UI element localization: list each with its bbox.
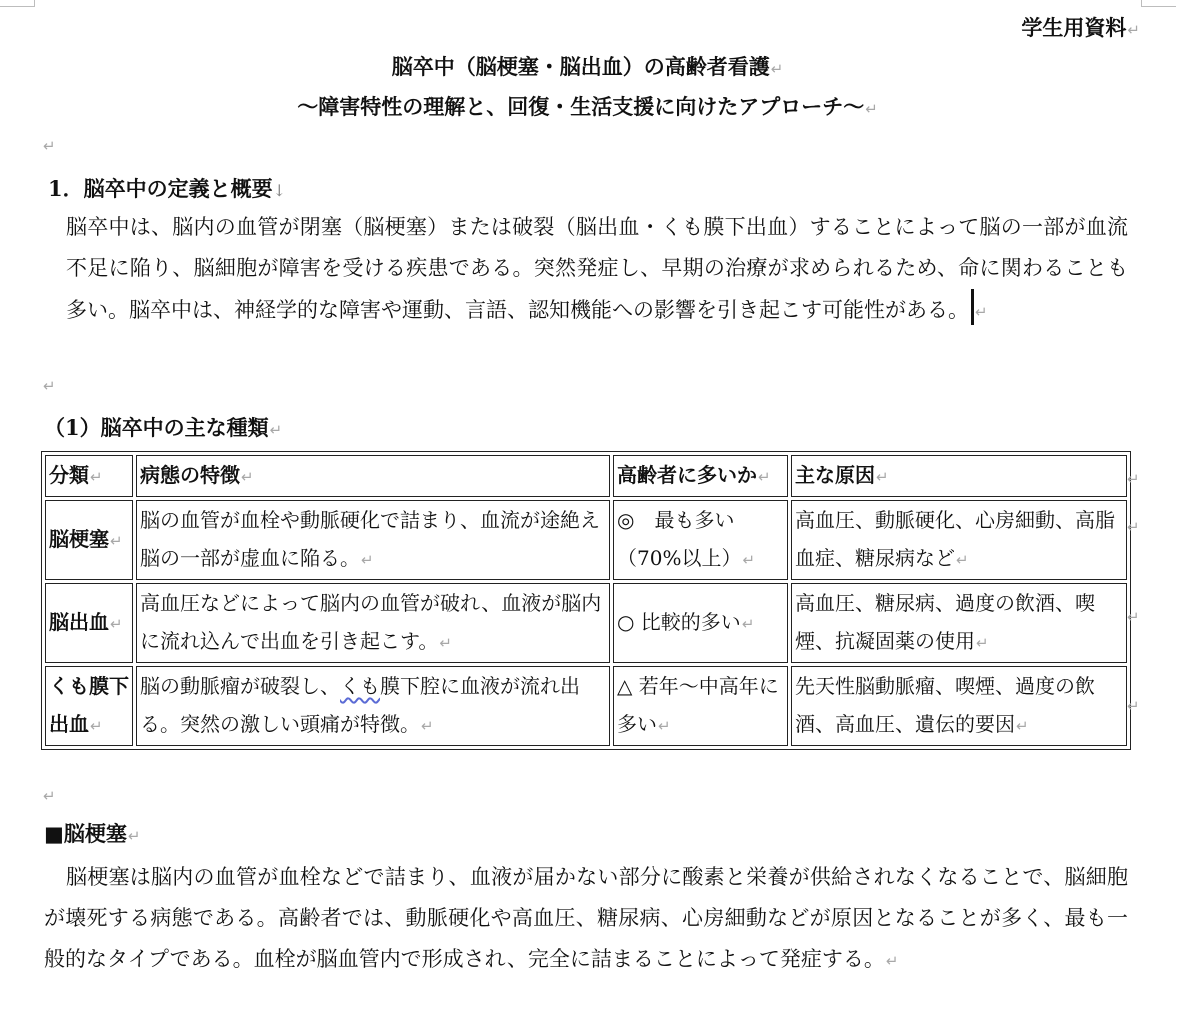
- text-cursor: [971, 289, 974, 325]
- paragraph-mark-icon: ↵: [1127, 21, 1140, 39]
- cell-end-mark-icon: ↵: [758, 468, 771, 486]
- cause-text: 先天性脳動脈瘤、喫煙、過度の飲酒、高血圧、遺伝的要因: [795, 674, 1095, 736]
- elderly-text: ◎ 最も多い（70%以上）: [617, 508, 742, 570]
- empty-paragraph: [42, 136, 56, 155]
- paragraph-mark-icon: ↵: [269, 421, 283, 439]
- cell-end-mark-icon: ↵: [361, 551, 374, 569]
- elderly-text: △ 若年〜中高年に多い: [617, 674, 779, 736]
- cause-cell[interactable]: [791, 500, 1127, 580]
- title-line-2: 〜障害特性の理解と、回復・生活支援に向けたアプローチ〜: [297, 94, 865, 119]
- document-subtitle: [0, 91, 1175, 121]
- crop-mark-top-left: [0, 0, 35, 7]
- header-feature: 病態の特徴: [140, 463, 240, 487]
- document-title: [0, 51, 1175, 81]
- feature-text: 脳の動脈瘤が破裂し、: [140, 674, 340, 698]
- cause-text: 高血圧、糖尿病、過度の飲酒、喫煙、抗凝固薬の使用: [795, 591, 1095, 653]
- feature-text: 脳の血管が血栓や動脈硬化で詰まり、血流が途絶え脳の一部が虚血に陥る。: [140, 508, 600, 570]
- empty-paragraph: [42, 786, 56, 805]
- paragraph-mark-icon: ↵: [770, 60, 784, 78]
- subsection-1-heading: [44, 412, 282, 442]
- header-cell[interactable]: [791, 455, 1127, 497]
- cell-end-mark-icon: ↵: [742, 551, 756, 569]
- cell-end-mark-icon: ↵: [110, 615, 123, 633]
- stroke-types-table: [41, 451, 1131, 750]
- line-break-mark-icon: ↓: [272, 181, 287, 200]
- section-2-body: 脳梗塞は脳内の血管が血栓などで詰まり、血液が届かない部分に酸素と栄養が供給されなくなることで、脳細胞が壊死する病態である。高齢者では、動脈硬化や高血圧、糖尿病、心房細動などが原因となることが多く、最も一般的なタイプである。血栓が脳血管内で形成され、完全に詰まることによって発症する。: [44, 865, 1128, 971]
- cell-end-mark-icon: ↵: [741, 615, 755, 633]
- subsection-1-heading-text: （1）脳卒中の主な種類: [44, 415, 269, 440]
- header-label-text: 学生用資料: [1021, 15, 1127, 40]
- paragraph-mark-icon: ↵: [885, 952, 899, 970]
- section-1-heading-text: 1．脳卒中の定義と概要: [48, 176, 273, 201]
- crop-mark-top-right: [1141, 0, 1176, 7]
- cell-end-mark-icon: ↵: [876, 468, 889, 486]
- cause-cell[interactable]: [791, 583, 1127, 663]
- feature-text: 膜下腔に血液が流れ出る。突然の激しい頭痛が特徴。: [140, 674, 580, 736]
- feature-cell[interactable]: [136, 500, 610, 580]
- elderly-text: ○ 比較的多い: [617, 610, 741, 634]
- table-row: [45, 500, 1127, 580]
- category-cell[interactable]: [45, 583, 133, 663]
- category-cell[interactable]: [45, 666, 133, 746]
- section-1-paragraph[interactable]: [66, 207, 1128, 333]
- document-label: [1021, 12, 1140, 42]
- row-end-mark-icon: ↵: [1127, 470, 1140, 488]
- table-row: [45, 666, 1127, 746]
- cell-end-mark-icon: ↵: [1016, 717, 1029, 735]
- cell-end-mark-icon: ↵: [976, 634, 989, 652]
- paragraph-mark-icon: ↵: [865, 100, 878, 118]
- paragraph-mark-icon: ↵: [975, 303, 988, 321]
- elderly-cell[interactable]: [613, 500, 788, 580]
- feature-text: 高血圧などによって脳内の血管が破れ、血液が脳内に流れ込んで出血を引き起こす。: [140, 591, 602, 653]
- category-text: 脳出血: [49, 610, 109, 634]
- header-elderly: 高齢者に多いか: [617, 463, 757, 487]
- feature-cell[interactable]: [136, 666, 610, 746]
- cell-end-mark-icon: ↵: [110, 532, 123, 550]
- cell-end-mark-icon: ↵: [90, 717, 103, 735]
- header-cell[interactable]: [136, 455, 610, 497]
- cause-text: 高血圧、動脈硬化、心房細動、高脂血症、糖尿病など: [795, 508, 1115, 570]
- cause-cell[interactable]: [791, 666, 1127, 746]
- title-line-1: 脳卒中（脳梗塞・脳出血）の高齢者看護: [391, 54, 770, 79]
- category-text: くも膜下出血: [49, 674, 129, 736]
- paragraph-mark-icon: ↵: [43, 377, 56, 395]
- row-end-mark-icon: ↵: [1127, 518, 1140, 536]
- header-cell[interactable]: [613, 455, 788, 497]
- elderly-cell[interactable]: [613, 583, 788, 663]
- paragraph-mark-icon: ↵: [43, 137, 56, 155]
- cell-end-mark-icon: ↵: [439, 634, 452, 652]
- paragraph-mark-icon: ↵: [43, 787, 56, 805]
- table-header-row: [45, 455, 1127, 497]
- header-category: 分類: [49, 463, 89, 487]
- header-cause: 主な原因: [795, 463, 875, 487]
- row-end-mark-icon: ↵: [1127, 608, 1140, 626]
- section-2-heading: [44, 818, 140, 848]
- paragraph-mark-icon: ↵: [127, 827, 141, 845]
- cell-end-mark-icon: ↵: [956, 551, 969, 569]
- elderly-cell[interactable]: [613, 666, 788, 746]
- section-1-heading: [48, 173, 286, 203]
- header-cell[interactable]: [45, 455, 133, 497]
- row-end-mark-icon: ↵: [1127, 697, 1140, 715]
- spellcheck-underlined-text[interactable]: くも: [340, 674, 380, 698]
- table-row: [45, 583, 1127, 663]
- empty-paragraph: [42, 376, 56, 395]
- cell-end-mark-icon: ↵: [241, 468, 254, 486]
- cell-end-mark-icon: ↵: [421, 717, 434, 735]
- section-1-body: 脳卒中は、脳内の血管が閉塞（脳梗塞）または破裂（脳出血・くも膜下出血）することによって脳の一部が血流不足に陥り、脳細胞が障害を受ける疾患である。突然発症し、早期の治療が求められるため、命に関わることも多い。脳卒中は、神経学的な障害や運動、言語、認知機能への影響を引き起こす可能性がある。: [66, 215, 1128, 322]
- section-2-heading-text: ■脳梗塞: [44, 821, 127, 846]
- cell-end-mark-icon: ↵: [90, 468, 103, 486]
- section-2-paragraph[interactable]: [44, 857, 1128, 982]
- category-cell[interactable]: [45, 500, 133, 580]
- cell-end-mark-icon: ↵: [658, 717, 671, 735]
- category-text: 脳梗塞: [49, 527, 109, 551]
- feature-cell[interactable]: [136, 583, 610, 663]
